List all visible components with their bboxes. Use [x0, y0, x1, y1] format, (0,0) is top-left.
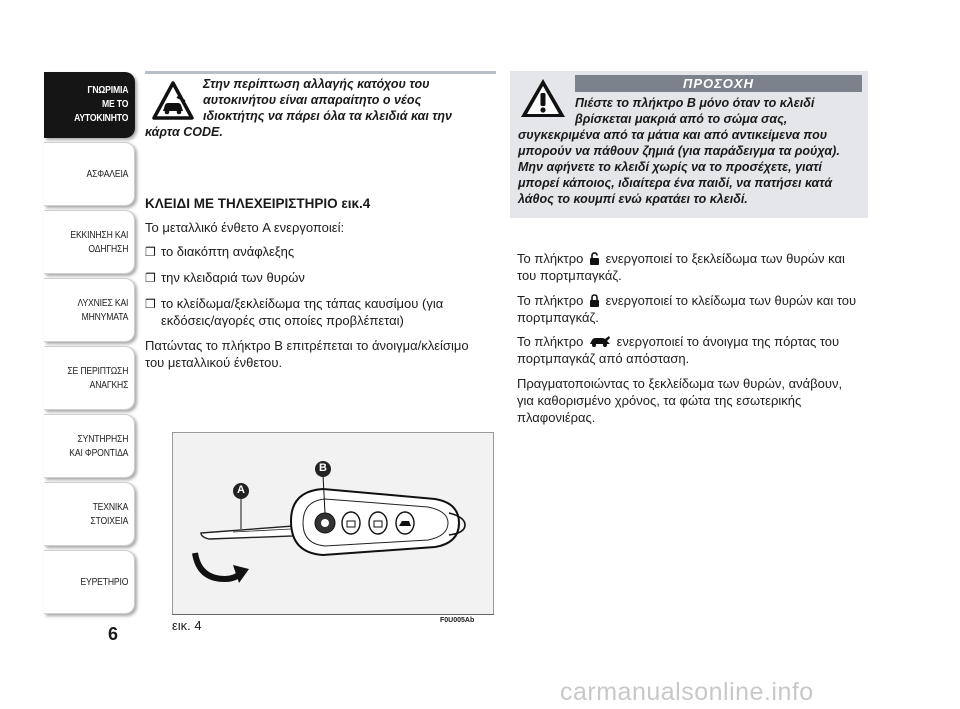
- warning-line: λάθος το κουμπί ενώ κρατάει το κλειδί.: [518, 192, 748, 206]
- lock-icon: [589, 294, 600, 307]
- warning-title: ΠΡΟΣΟΧΗ: [683, 76, 754, 91]
- lock-paragraph: Το πλήκτρο ενεργοποιεί το κλείδωμα των θυρών και του πορτμπαγκάζ.: [517, 293, 857, 325]
- checkbox-icon: ❒: [145, 271, 156, 285]
- note-top-rule: [145, 71, 496, 74]
- tab-lights-messages[interactable]: ΛΥΧΝΙΕΣ ΚΑΙ ΜΗΝΥΜΑΤΑ: [44, 278, 135, 342]
- tab-technical-data[interactable]: ΤΕΧΝΙΚΑ ΣΤΟΙΧΕΙΑ: [44, 482, 135, 546]
- tab-maintenance[interactable]: ΣΥΝΤΗΡΗΣΗ ΚΑΙ ΦΡΟΝΤΙΔΑ: [44, 414, 135, 478]
- checkbox-icon: ❒: [145, 245, 156, 259]
- note-line: ιδιοκτήτης να πάρει όλα τα κλειδιά και την: [203, 109, 452, 123]
- list-item: ❒ το κλείδωμα/ξεκλείδωμα της τάπας καυσίμου (για εκδόσεις/αγορές στις οποίες προβλέπεται): [145, 296, 444, 328]
- tab-starting-driving[interactable]: ΕΚΚΙΝΗΣΗ ΚΑΙ ΟΔΗΓΗΣΗ: [44, 210, 135, 274]
- section-intro: Το μεταλλικό ένθετο A ενεργοποιεί:: [145, 220, 345, 235]
- button-b-paragraph: Πατώντας το πλήκτρο B επιτρέπεται το άνοιγμα/κλείσιμο του μεταλλικού ένθετου.: [145, 338, 469, 370]
- warning-line: βρίσκεται μακριά από το σώμα σας,: [575, 112, 788, 126]
- trunk-paragraph: Το πλήκτρο ενεργοποιεί το άνοιγμα της πόρτας του πορτμπαγκάζ από απόσταση.: [517, 334, 840, 366]
- unlock-paragraph: Το πλήκτρο ενεργοποιεί το ξεκλείδωμα των θυρών και του πορτμπαγκάζ.: [517, 251, 845, 283]
- list-item: ❒ την κλειδαριά των θυρών: [145, 270, 305, 285]
- remote-key-illustration: [173, 433, 493, 614]
- courtesy-light-paragraph: Πραγματοποιώντας το ξεκλείδωμα των θυρών, ανάβουν, για καθορισμένο χρόνος, τα φώτα της εσωτερικής πλαφονιέρας.: [517, 376, 843, 425]
- figure-code: F0U005Ab: [440, 617, 475, 624]
- warning-line: συγκεκριμένα από τα μάτια και από αντικείμενα που: [518, 128, 828, 142]
- tab-emergency[interactable]: ΣΕ ΠΕΡΙΠΤΩΣΗ ΑΝΑΓΚΗΣ: [44, 346, 135, 410]
- trunk-open-icon: [589, 335, 611, 347]
- figure-caption: εικ. 4: [172, 618, 202, 633]
- section-heading: ΚΛΕΙΔΙ ΜΕ ΤΗΛΕΧΕΙΡΙΣΤΗΡΙΟ εικ.4: [145, 196, 371, 211]
- tab-getting-to-know[interactable]: ΓΝΩΡΙΜΙΑ ΜΕ ΤΟ ΑΥΤΟΚΙΝΗΤΟ: [44, 72, 135, 138]
- warning-line: Πιέστε το πλήκτρο B μόνο όταν το κλειδί: [575, 96, 815, 110]
- label-b: B: [319, 462, 327, 474]
- note-line: κάρτα CODE.: [145, 125, 223, 139]
- tab-safety[interactable]: ΑΣΦΑΛΕΙΑ: [44, 142, 135, 206]
- figure-rule: [172, 614, 494, 615]
- unlock-icon: [589, 252, 600, 265]
- warning-line: μπορούν να πάθουν ζημιά (για παράδειγμα τα ρούχα).: [518, 144, 840, 158]
- label-a: A: [237, 484, 245, 496]
- tab-index[interactable]: ΕΥΡΕΤΗΡΙΟ: [44, 550, 135, 614]
- warning-line: μπορεί κάποιος, ιδιαίτερα ένα παιδί, να πατήσει κατά: [518, 176, 833, 190]
- warning-line: Μην αφήνετε το κλειδί χωρίς να το προσέχετε, γιατί: [518, 160, 822, 174]
- ownership-note: [145, 76, 505, 140]
- warning-text: [518, 95, 868, 207]
- note-line: Στην περίπτωση αλλαγής κατόχου του: [203, 77, 430, 91]
- checkbox-icon: ❒: [145, 297, 156, 311]
- list-item: ❒ το διακόπτη ανάφλεξης: [145, 244, 295, 259]
- note-line: αυτοκινήτου είναι απαραίτητο ο νέος: [203, 93, 422, 107]
- figure-4: [172, 432, 494, 615]
- watermark: carmanualsonline.info: [560, 678, 814, 706]
- page-number: 6: [108, 624, 119, 644]
